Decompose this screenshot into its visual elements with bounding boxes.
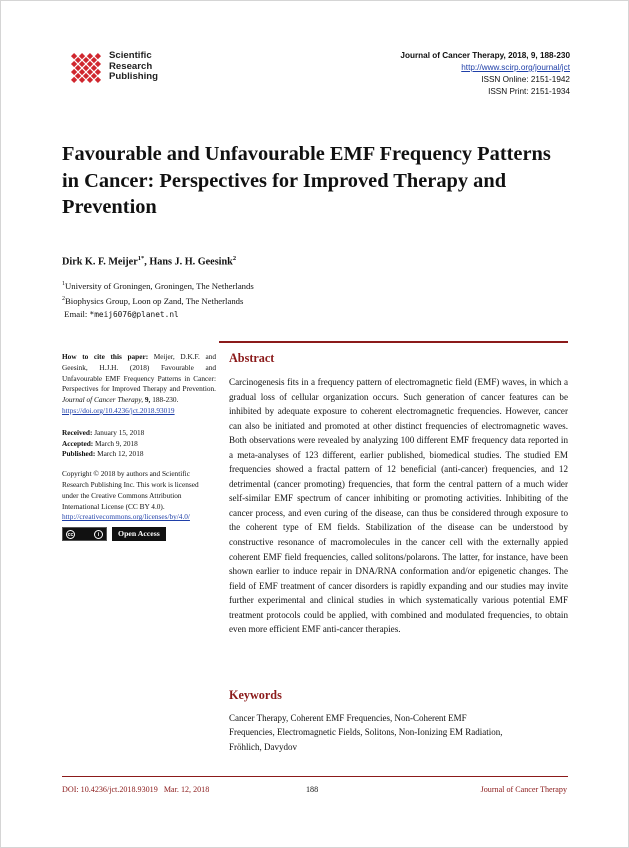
cite-label: How to cite this paper: <box>62 352 149 361</box>
email-line <box>62 308 254 321</box>
logo-square <box>75 65 81 71</box>
cite-pages: 188-230. <box>152 395 179 405</box>
logo-square <box>83 57 89 63</box>
journal-info <box>400 50 570 98</box>
email-label: Email: <box>64 309 88 320</box>
issn-online: ISSN Online: 2151-1942 <box>481 75 570 84</box>
logo-square <box>75 57 81 63</box>
logo-square <box>79 77 85 83</box>
open-access-badge[interactable]: Open Access <box>112 527 166 541</box>
author-name: Dirk K. F. Meijer <box>62 256 138 268</box>
received-date: January 15, 2018 <box>94 427 145 437</box>
article-sidebar <box>62 352 216 541</box>
logo-square <box>71 69 77 75</box>
cite-authors: Meijer, D.K.F. and Geesink, H.J.H. (2018) Favourable and Unfavourable EMF Frequency Patterns in Cancer: Perspectives for Improved Therapy and Prevention. <box>62 352 216 394</box>
logo-square <box>71 61 77 67</box>
footer-doi[interactable]: DOI: 10.4236/jct.2018.93019 <box>62 785 158 794</box>
abstract-body: Carcinogenesis fits in a frequency pattern of electromagnetic field (EMF) waves, in which a gradual loss of cellular organization occurs. Such generation of cancer features can be inhibited by adequate exposure to coherent electromagnetic frequencies. However, cancer can also be initiated and promoted at other distinct frequencies of electromagnetic waves. Both observations were revealed by analyzing 100 different EMF frequency data reported in a meta-analyses of 123 different, earlier published, biomedical studies. The studied EM frequencies showed a fractal pattern of 12 beneficial (anti-cancer) frequencies, and 12 detrimental (cancer promoting) frequencies, that form the central pattern of a much wider self-similar EMF spectrum of cancer inhibiting or promoting activities. Inhibiting of the cancer process, and even curing of the disease, can thus be considered through exposure to the coherent type of EM fields. Stabilization of the disease can be understood by constructive resonance of macromolecules in the cancer cell with the externally appied coherent EMF field frequencies, called solitons/polarons. The latter, for instance, have been shown earlier to induce repair in DNA/RNA conformation and/or epigenetic changes. The field of EMF treatment of cancer disorders is rapidly expanding and our studies may invite further experimental and clinical studies in which systematically various potential EMF treatment protocols could be applied, with combined and modulated frequencies, to obtain even more efficient EMF anti-cancer therapies. <box>229 377 568 635</box>
affiliations <box>62 278 254 321</box>
journal-citation: Journal of Cancer Therapy, 2018, 9, 188-230 <box>400 51 570 60</box>
footer-doi-and-date <box>62 785 209 794</box>
copyright-notice <box>62 469 216 523</box>
author-marks: 2 <box>232 255 237 262</box>
cite-journal: Journal of Cancer Therapy, <box>62 395 144 405</box>
how-to-cite <box>62 352 216 417</box>
license-text: Copyright © 2018 by authors and Scientific Research Publishing Inc. This work is licensed under the Creative Commons Attribution International License (CC BY 4.0). <box>62 469 199 511</box>
journal-url-link[interactable]: http://www.scirp.org/journal/jct <box>461 63 570 72</box>
logo-square <box>87 77 93 83</box>
license-link[interactable]: http://creativecommons.org/licenses/by/4.0/ <box>62 512 190 522</box>
publisher-logo-icon <box>62 47 110 89</box>
logo-square <box>95 69 101 75</box>
abstract-heading: Abstract <box>229 351 275 365</box>
publisher-name-line: Publishing <box>109 71 159 83</box>
logo-square <box>87 61 93 67</box>
issn-print: ISSN Print: 2151-1934 <box>488 87 570 96</box>
logo-square <box>79 69 85 75</box>
author-marks: 1* <box>137 255 145 262</box>
cite-volume: 9, <box>144 395 151 405</box>
creative-commons-by-icon[interactable]: cc i <box>62 527 107 541</box>
logo-square <box>91 65 97 71</box>
license-badges <box>62 527 216 541</box>
logo-square <box>87 69 93 75</box>
affiliation: $^1$University of Groningen, Groningen, The Netherlands <box>62 280 254 291</box>
keywords-line: Fröhlich, Davydov <box>229 741 297 752</box>
page-number: 188 <box>306 785 319 794</box>
logo-square <box>91 57 97 63</box>
logo-square <box>95 77 101 83</box>
logo-square <box>75 73 81 79</box>
logo-square <box>71 77 77 83</box>
published-date: March 12, 2018 <box>97 449 144 459</box>
keywords-heading: Keywords <box>229 688 282 702</box>
logo-square <box>83 73 89 79</box>
logo-square <box>95 53 101 59</box>
logo-square <box>91 73 97 79</box>
footer-rule <box>62 776 568 777</box>
logo-square <box>71 53 77 59</box>
accepted-date: March 9, 2018 <box>95 438 138 448</box>
logo-square <box>83 65 89 71</box>
logo-square <box>79 61 85 67</box>
keywords-line: Frequencies, Electromagnetic Fields, Solitons, Non-Ionizing EM Radiation, <box>229 727 503 738</box>
keywords-line: Cancer Therapy, Coherent EMF Frequencies, Non-Coherent EMF <box>229 713 467 723</box>
publisher-name-line: Scientific <box>109 50 152 61</box>
abstract-top-rule <box>219 341 568 343</box>
cite-doi-link[interactable]: https://doi.org/10.4236/jct.2018.93019 <box>62 405 175 415</box>
email-address[interactable]: *meij6076@planet.nl <box>89 310 179 320</box>
logo-square <box>87 53 93 59</box>
keywords-list <box>229 711 568 754</box>
author-name: Hans J. H. Geesink <box>149 256 233 268</box>
author-list: Dirk K. F. Meijer$^{1*}$, Hans J. H. Geesink$^2$ <box>62 255 237 268</box>
article-dates: Received: January 15, 2018 Accepted: March 9, 2018 Published: March 12, 2018 <box>62 427 145 459</box>
footer-date: Mar. 12, 2018 <box>163 785 210 794</box>
logo-square <box>95 61 101 67</box>
article-title: Favourable and Unfavourable EMF Frequency Patterns in Cancer: Perspectives for Improved Therapy and Prevention <box>62 143 551 218</box>
logo-square <box>79 53 85 59</box>
footer-journal-name: Journal of Cancer Therapy <box>480 785 567 794</box>
publisher-name <box>109 51 158 83</box>
publisher-name-line: Research <box>109 60 153 72</box>
affiliation: $^2$Biophysics Group, Loon op Zand, The Netherlands <box>62 295 244 306</box>
